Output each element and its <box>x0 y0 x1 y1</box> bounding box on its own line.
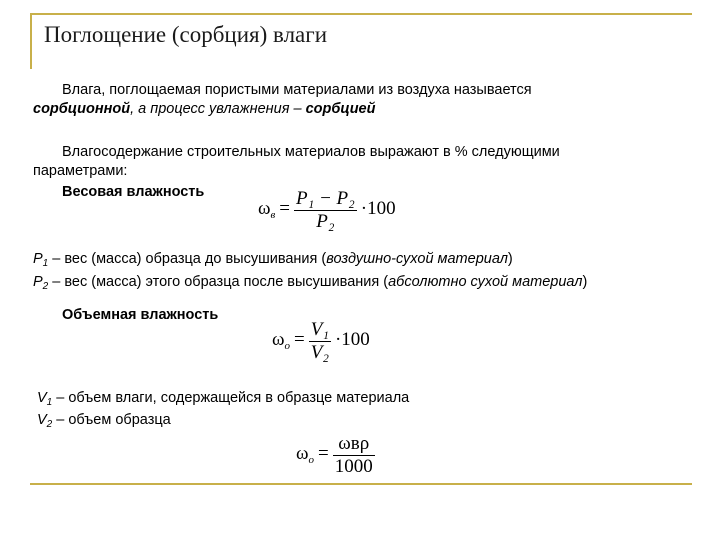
formula2-multiplier: ·100 <box>334 329 370 351</box>
formula1-denominator: P₂ <box>316 211 335 232</box>
sorption-definition-mid: , а процесс увлажнения – <box>130 101 306 117</box>
p1-symbol-sub: 1 <box>42 258 49 269</box>
sorption-definition-line1: Влага, поглощаемая пористыми материалами из воздуха называется <box>62 82 532 98</box>
v2-symbol-sub: 2 <box>46 419 53 430</box>
p1-material-state: воздушно-сухой материал <box>326 251 508 267</box>
volume-humidity-formula <box>272 319 370 364</box>
v1-symbol: V <box>37 390 47 406</box>
p1-close: ) <box>507 251 513 267</box>
moisture-content-line2: параметрами: <box>33 163 128 179</box>
formula1-multiplier: ·100 <box>360 198 396 220</box>
slide-frame-left-rule <box>30 13 32 69</box>
formula3-omega-sub: о <box>308 454 315 467</box>
formula3-equals: = <box>318 443 329 465</box>
v1-definition <box>37 388 409 410</box>
p2-material-state: абсолютно сухой материал <box>388 274 583 290</box>
v1-symbol-sub: 1 <box>46 397 53 408</box>
sorption-definition-line2 <box>33 99 375 119</box>
p1-text: – вес (масса) образца до высушивания ( <box>48 251 327 267</box>
p2-definition <box>33 272 587 294</box>
v1-text: – объем влаги, содержащейся в образце материала <box>52 390 410 406</box>
formula2-omega-sub: о <box>284 340 291 353</box>
moisture-content-line1: Влагосодержание строительных материалов выражают в % следующими <box>62 144 560 160</box>
formula3-fraction <box>333 433 375 478</box>
term-sorption-moisture: сорбционной <box>33 101 131 117</box>
formula1-equals: = <box>279 198 291 220</box>
formula3-denominator: 1000 <box>334 456 373 477</box>
weight-humidity-formula <box>258 188 396 233</box>
v2-symbol: V <box>37 412 47 428</box>
p2-text: – вес (масса) этого образца после высушивания ( <box>48 274 389 290</box>
formula1-numerator: P₁ − P₂ <box>296 188 355 209</box>
v2-definition <box>37 410 171 432</box>
formula2-denominator: V₂ <box>310 342 329 363</box>
p2-symbol: P <box>33 274 43 290</box>
volume-humidity-heading: Объемная влажность <box>62 307 219 323</box>
volume-from-weight-formula <box>296 433 375 478</box>
formula2-omega: ω <box>272 329 285 351</box>
term-sorption: сорбцией <box>305 101 376 117</box>
formula2-fraction <box>309 319 331 364</box>
slide-frame-bottom-rule <box>30 483 692 485</box>
formula2-numerator: V₁ <box>310 319 329 340</box>
p2-close: ) <box>582 274 588 290</box>
formula1-omega: ω <box>258 198 271 220</box>
formula3-omega: ω <box>296 443 309 465</box>
formula1-omega-sub: в <box>270 209 276 222</box>
formula1-fraction <box>294 188 357 233</box>
v2-text: – объем образца <box>52 412 171 428</box>
p2-symbol-sub: 2 <box>42 281 49 292</box>
formula3-numerator: ωвρ <box>338 433 370 454</box>
slide-title: Поглощение (сорбция) влаги <box>44 22 328 47</box>
slide-frame-top-rule <box>30 13 692 15</box>
weight-humidity-heading: Весовая влажность <box>62 184 205 200</box>
p1-symbol: P <box>33 251 43 267</box>
p1-definition <box>33 249 513 271</box>
formula2-equals: = <box>294 329 305 351</box>
